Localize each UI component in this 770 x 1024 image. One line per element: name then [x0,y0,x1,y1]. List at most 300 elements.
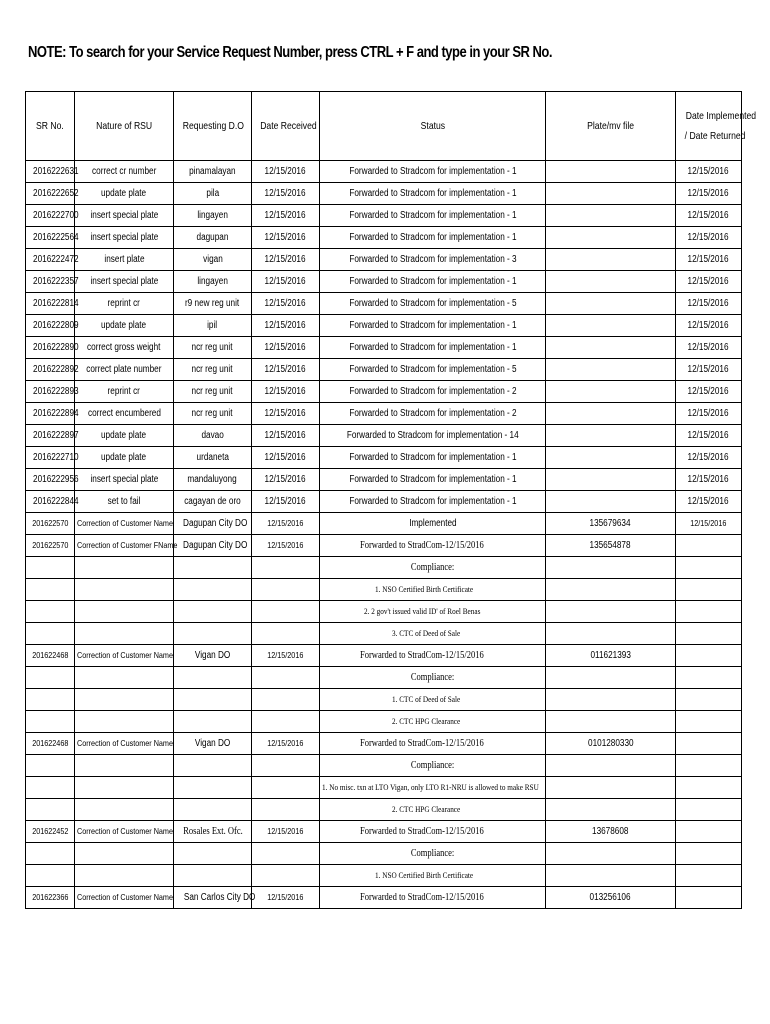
empty-cell [252,601,320,623]
table-row [26,403,742,425]
status-cell [320,359,546,381]
nature-cell-text: Correction of Customer Name [77,826,173,836]
sr-no-cell-text: 2016222710 [33,452,79,463]
nature-cell-text: insert special plate [90,474,158,485]
requesting-do-cell-text: dagupan [196,232,229,243]
empty-cell [26,557,75,579]
compliance-item-row [26,601,742,623]
nature-cell [75,447,174,469]
date-received-cell [252,447,320,469]
nature-cell [75,381,174,403]
status-cell [320,205,546,227]
date-received-cell [252,381,320,403]
plate-cell [546,733,676,755]
nature-cell-text: correct gross weight [87,342,161,353]
empty-cell [676,799,742,821]
status-cell [320,535,546,557]
plate-cell [546,249,676,271]
plate-cell-text: 13678608 [592,826,629,837]
sr-no-cell-text: 2016222844 [33,496,79,507]
date-received-cell-text: 12/15/2016 [267,650,304,660]
table-row [26,469,742,491]
date-received-cell [252,359,320,381]
nature-cell [75,249,174,271]
empty-cell [676,579,742,601]
date-received-cell [252,733,320,755]
empty-cell [174,689,252,711]
table-row [26,183,742,205]
requesting-do-cell-text: davao [201,430,224,441]
empty-cell [26,601,75,623]
header-date-received: Date Received [252,92,320,161]
sr-no-cell [26,887,75,909]
header-date-implemented: Date Implemented / Date Returned [676,92,742,161]
sr-no-cell-text: 201622452 [31,826,69,836]
status-cell [320,821,546,843]
date-implemented-cell-text: 12/15/2016 [687,496,730,507]
table-row [26,337,742,359]
date-received-cell [252,161,320,183]
date-received-cell [252,469,320,491]
table-row [26,821,742,843]
sr-no-cell [26,733,75,755]
requesting-do-cell [174,491,252,513]
requesting-do-cell [174,447,252,469]
nature-cell [75,315,174,337]
date-received-cell-text: 12/15/2016 [264,166,307,177]
empty-cell [252,843,320,865]
nature-cell-text: correct plate number [86,364,162,375]
compliance-label-text: Compliance: [410,760,455,771]
status-cell [320,733,546,755]
date-implemented-cell [676,227,742,249]
empty-cell [252,711,320,733]
table-row [26,425,742,447]
table-row [26,205,742,227]
header-requesting-do: Requesting D.O [174,92,252,161]
status-cell [320,337,546,359]
date-implemented-cell [676,249,742,271]
plate-cell [546,359,676,381]
nature-cell-text: set to fail [107,496,141,507]
status-cell-text: Forwarded to Stradcom for implementation - 1 [348,188,517,199]
requesting-do-cell [174,359,252,381]
table-row [26,535,742,557]
empty-cell [75,865,174,887]
sr-no-cell-text: 2016222814 [33,298,79,309]
date-received-cell [252,315,320,337]
empty-cell [546,601,676,623]
requesting-do-cell-text: lingayen [197,210,228,221]
compliance-item-row [26,623,742,645]
date-implemented-cell [676,271,742,293]
date-implemented-cell-text: 12/15/2016 [687,386,730,397]
compliance-item-row [26,579,742,601]
date-implemented-cell-text: 12/15/2016 [687,166,730,177]
compliance-item-text: 2. CTC HPG Clearance [392,804,461,814]
status-cell-text: Forwarded to Stradcom for implementation - 1 [348,210,517,221]
sr-no-cell [26,403,79,425]
compliance-header-row [26,557,742,579]
header-status: Status [320,92,546,161]
status-cell-text: Forwarded to Stradcom for implementation - 5 [348,364,517,375]
date-received-cell [252,205,320,227]
compliance-item [320,799,546,821]
empty-cell [26,623,75,645]
requesting-do-cell-text: San Carlos City DO [183,892,256,903]
date-received-cell-text: 12/15/2016 [264,364,307,375]
date-received-cell-text: 12/15/2016 [264,210,307,221]
requesting-do-cell-text: ncr reg unit [191,386,234,397]
requesting-do-cell-text: vigan [202,254,223,265]
date-received-cell [252,535,320,557]
nature-cell [75,161,174,183]
date-received-cell-text: 12/15/2016 [264,188,307,199]
status-cell-text: Implemented [408,518,457,529]
status-cell [320,887,546,909]
empty-cell [252,865,320,887]
requesting-do-cell-text: Vigan DO [194,650,231,661]
empty-cell [75,557,174,579]
compliance-item-text: 2. CTC HPG Clearance [392,716,461,726]
date-received-cell-text: 12/15/2016 [264,496,307,507]
requesting-do-cell-text: cagayan de oro [184,496,241,507]
status-cell-text: Forwarded to Stradcom for implementation - 5 [348,298,517,309]
empty-cell [26,579,75,601]
status-cell-text: Forwarded to StradCom-12/15/2016 [359,738,484,749]
requesting-do-cell [174,425,252,447]
date-implemented-cell [676,359,742,381]
date-received-cell-text: 12/15/2016 [267,518,304,528]
empty-cell [75,777,174,799]
compliance-item-row [26,865,742,887]
requesting-do-cell [174,381,252,403]
date-implemented-cell [676,887,742,909]
date-implemented-cell [676,491,742,513]
status-cell [320,183,546,205]
status-cell [320,271,546,293]
plate-cell [546,205,676,227]
date-received-cell [252,183,320,205]
compliance-item-text: 1. CTC of Deed of Sale [392,694,461,704]
sr-no-cell-text: 2016222652 [33,188,79,199]
date-received-cell-text: 12/15/2016 [267,540,304,550]
empty-cell [546,755,676,777]
empty-cell [546,777,676,799]
date-received-cell [252,337,320,359]
date-received-cell-text: 12/15/2016 [264,452,307,463]
requesting-do-cell [174,403,252,425]
empty-cell [546,579,676,601]
status-cell-text: Forwarded to StradCom-12/15/2016 [359,826,484,837]
status-cell-text: Forwarded to Stradcom for implementation - 1 [348,276,517,287]
sr-no-cell-text: 2016222564 [33,232,79,243]
compliance-item-text: 1. No misc. txn at LTO Vigan, only LTO R1-NRU is allowed to make RSU [322,782,539,792]
date-received-cell [252,491,320,513]
sr-no-cell-text: 201622468 [31,650,69,660]
plate-cell [546,337,676,359]
plate-cell [546,161,676,183]
nature-cell [75,513,174,535]
status-cell [320,161,546,183]
table-row [26,249,742,271]
compliance-item [320,711,546,733]
empty-cell [174,623,252,645]
compliance-label [320,755,546,777]
nature-cell-text: insert special plate [90,232,158,243]
table-row [26,293,742,315]
date-received-cell-text: 12/15/2016 [264,320,307,331]
empty-cell [174,579,252,601]
date-implemented-cell-text: 12/15/2016 [687,364,730,375]
empty-cell [676,777,742,799]
plate-cell [546,469,676,491]
empty-cell [546,557,676,579]
compliance-item-row [26,689,742,711]
sr-no-cell-text: 2016222809 [33,320,79,331]
nature-cell [75,403,174,425]
empty-cell [174,865,252,887]
empty-cell [252,579,320,601]
sr-no-cell-text: 2016222894 [33,408,79,419]
date-implemented-cell-text: 12/15/2016 [687,276,730,287]
empty-cell [252,799,320,821]
requesting-do-cell-text: r9 new reg unit [185,298,240,309]
header-plate: Plate/mv file [546,92,676,161]
table-row [26,491,742,513]
plate-cell [546,645,676,667]
date-implemented-cell [676,513,742,535]
sr-no-cell-text: 2016222897 [33,430,79,441]
status-cell-text: Forwarded to StradCom-12/15/2016 [359,540,484,551]
status-cell [320,425,546,447]
status-cell [320,403,546,425]
nature-cell [75,271,174,293]
date-implemented-cell [676,403,742,425]
requesting-do-cell-text: Vigan DO [194,738,231,749]
search-note: NOTE: To search for your Service Request Number, press CTRL + F and type in your SR No. [28,44,552,61]
requesting-do-cell [174,271,252,293]
nature-cell-text: reprint cr [107,298,141,309]
sr-no-cell [26,447,79,469]
nature-cell-text: update plate [101,320,147,331]
nature-cell-text: correct encumbered [87,408,161,419]
header-sr-no: SR No. [26,92,75,161]
plate-cell [546,535,676,557]
status-cell-text: Forwarded to Stradcom for implementation - 1 [348,496,517,507]
status-cell-text: Forwarded to Stradcom for implementation - 1 [348,342,517,353]
date-implemented-cell-text: 12/15/2016 [687,254,730,265]
sr-no-cell [26,469,79,491]
table-row [26,359,742,381]
nature-cell-text: Correction of Customer Name [77,892,173,902]
empty-cell [252,557,320,579]
empty-cell [26,843,75,865]
plate-cell [546,381,676,403]
empty-cell [26,755,75,777]
date-implemented-cell-text: 12/15/2016 [687,342,730,353]
sr-no-cell-text: 2016222472 [33,254,79,265]
empty-cell [252,667,320,689]
requesting-do-cell [174,183,252,205]
date-received-cell [252,403,320,425]
sr-no-cell-text: 2016222892 [33,364,79,375]
empty-cell [75,711,174,733]
plate-cell [546,513,676,535]
empty-cell [174,799,252,821]
date-received-cell-text: 12/15/2016 [264,430,307,441]
nature-cell-text: insert special plate [90,276,158,287]
requesting-do-cell-text: Rosales Ext. Ofc. [182,826,243,837]
nature-cell-text: Correction of Customer Name [77,650,173,660]
date-received-cell-text: 12/15/2016 [264,408,307,419]
plate-cell-text: 011621393 [590,650,631,661]
header-nature: Nature of RSU [75,92,174,161]
requesting-do-cell [174,161,252,183]
sr-no-cell [26,821,75,843]
requesting-do-cell [174,733,252,755]
empty-cell [546,799,676,821]
sr-no-cell-text: 2016222631 [33,166,79,177]
requesting-do-cell [174,337,252,359]
table-row [26,447,742,469]
status-cell-text: Forwarded to Stradcom for implementation - 1 [348,452,517,463]
compliance-header-row [26,755,742,777]
date-received-cell [252,271,320,293]
requesting-do-cell [174,821,252,843]
requesting-do-cell [174,293,252,315]
compliance-label-text: Compliance: [410,562,455,573]
nature-cell [75,227,174,249]
compliance-item-text: 2. 2 gov't issued valid ID' of Roel Benas [364,606,481,616]
nature-cell-text: Correction of Customer Name [77,518,173,528]
date-received-cell-text: 12/15/2016 [264,232,307,243]
plate-cell [546,271,676,293]
header-row [26,92,742,161]
empty-cell [75,623,174,645]
table-row [26,227,742,249]
sr-no-cell-text: 2016222890 [33,342,79,353]
compliance-item [320,865,546,887]
date-received-cell [252,293,320,315]
nature-cell [75,205,174,227]
date-implemented-cell-text: 12/15/2016 [687,474,730,485]
plate-cell [546,293,676,315]
requesting-do-cell-text: Dagupan City DO [183,540,248,551]
date-implemented-cell [676,161,742,183]
sr-no-cell [26,645,75,667]
requesting-do-cell-text: ncr reg unit [191,408,234,419]
empty-cell [174,777,252,799]
compliance-item-text: 1. NSO Certified Birth Certificate [374,584,473,594]
requesting-do-cell-text: pinamalayan [189,166,236,177]
compliance-item-row [26,711,742,733]
sr-no-cell [26,205,79,227]
date-received-cell-text: 12/15/2016 [264,386,307,397]
table-row [26,381,742,403]
requesting-do-cell [174,205,252,227]
date-implemented-cell-text: 12/15/2016 [687,430,730,441]
date-received-cell-text: 12/15/2016 [264,298,307,309]
sr-no-cell [26,535,75,557]
nature-cell-text: insert special plate [90,210,158,221]
status-cell [320,469,546,491]
requesting-do-cell [174,535,252,557]
nature-cell [75,183,174,205]
plate-cell [546,227,676,249]
date-implemented-cell [676,733,742,755]
empty-cell [676,623,742,645]
requesting-do-cell [174,249,252,271]
date-implemented-cell-text: 12/15/2016 [687,210,730,221]
date-received-cell [252,249,320,271]
empty-cell [174,557,252,579]
empty-cell [546,865,676,887]
sr-no-cell [26,315,79,337]
sr-no-cell [26,359,79,381]
requesting-do-cell [174,469,252,491]
empty-cell [676,601,742,623]
requesting-do-cell-text: pila [206,188,219,199]
empty-cell [26,799,75,821]
compliance-item-row [26,799,742,821]
service-request-table [25,91,757,909]
empty-cell [26,667,75,689]
empty-cell [676,711,742,733]
status-cell [320,513,546,535]
requesting-do-cell-text: mandaluyong [187,474,238,485]
sr-no-cell-text: 201622468 [31,738,69,748]
table-body [26,161,742,909]
requesting-do-cell-text: Dagupan City DO [183,518,248,529]
compliance-label-text: Compliance: [410,848,455,859]
table-row [26,513,742,535]
table-row [26,645,742,667]
compliance-item-text: 1. NSO Certified Birth Certificate [374,870,473,880]
compliance-label [320,557,546,579]
sr-no-cell [26,183,79,205]
empty-cell [546,711,676,733]
plate-cell [546,821,676,843]
plate-cell-text: 135654878 [589,540,632,551]
empty-cell [174,843,252,865]
sr-no-cell [26,381,79,403]
sr-no-cell-text: 2016222956 [33,474,79,485]
empty-cell [546,843,676,865]
date-implemented-cell-text: 12/15/2016 [687,298,730,309]
nature-cell [75,469,174,491]
nature-cell-text: reprint cr [107,386,141,397]
status-cell [320,645,546,667]
table-row [26,161,742,183]
sr-no-cell-text: 201622570 [31,518,69,528]
empty-cell [75,667,174,689]
plate-cell [546,403,676,425]
plate-cell [546,183,676,205]
compliance-label [320,667,546,689]
sr-no-cell [26,425,79,447]
nature-cell [75,733,174,755]
date-implemented-cell [676,183,742,205]
date-implemented-cell-text: 12/15/2016 [687,408,730,419]
date-implemented-cell-text: 12/15/2016 [687,188,730,199]
status-cell [320,227,546,249]
empty-cell [252,755,320,777]
nature-cell-text: update plate [101,430,147,441]
requesting-do-cell-text: ncr reg unit [191,364,234,375]
compliance-label [320,843,546,865]
date-received-cell [252,887,320,909]
